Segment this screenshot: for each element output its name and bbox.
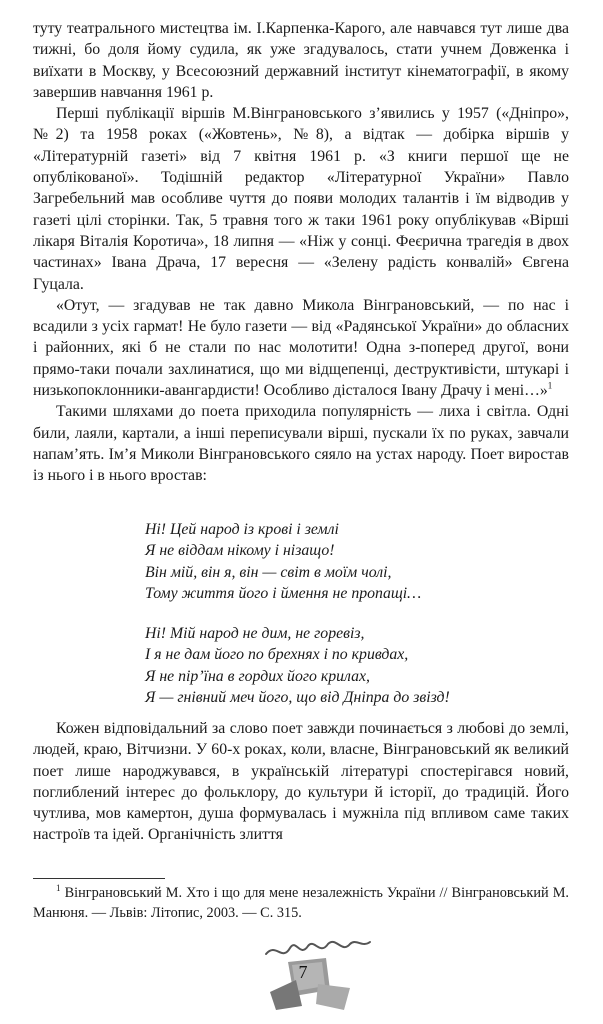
poem-line: Тому життя його і ймення не пропащі… [145, 584, 422, 602]
poem-line: Ні! Цей народ із крові і землі [145, 521, 339, 538]
poem-line: Ні! Мій народ не дим, не горевіз, [145, 625, 365, 642]
paragraph-3 [33, 295, 569, 401]
paragraph-4: Такими шляхами до поета приходила популярність — лиха і світла. Одні били, лаяли, картали, а інші переписували вірші, пускали їх по руках, завчали напам’ять. Ім’я Миколи Вінграновського сяяло на устах народу. Поет виростав із нього і в нього вростав: [33, 403, 569, 485]
poem-line: Я — гнівний меч його, що від Дніпра до звізд! [145, 688, 450, 706]
poem-line: І я не дам його по брехнях і по кривдах, [145, 646, 409, 664]
body-text [33, 18, 569, 487]
closing-paragraph: Кожен відповідальний за слово поет завжди починається з любові до землі, людей, краю, Вітчизни. У 60-х роках, коли, власне, Вінграновський як великий поет лише народжувався, в українській літературі спостерігався новий, поглиблений інтерес до фольклору, до культури й історії, до традицій. Його чутлива, мов камертон, душа формувалась і мужніла під впливом саме таких настроїв та ідей. Органічність злиття [33, 720, 569, 844]
footnote-reference: 1 [547, 380, 553, 391]
paragraph-2: Перші публікації віршів М.Вінграновського з’явились у 1957 («Дніпро», №2) та 1958 роках («Жовтень», №8), а відтак — добірка віршів у «Літературній газеті» від 7 квітня 1961 р. «З книги першої ще не опублікованої». Тодішній редактор «Літературної України» Павло Загребельний мав особливе чуття до появи молодих талантів і їм відводив у газеті цілі сторінки. Так, 5 травня того ж таки 1961 року опублікував «Вірші лікаря Віталія Коротича», 18 липня — «Ніж у сонці. Феєрична трагедія в двох частинах» Івана Драча, 17 вересня — «Зелену радість конвалій» Євгена Гуцала. [33, 105, 569, 293]
page-ornament-icon [258, 932, 378, 1012]
poem-stanza-1 [145, 519, 565, 604]
poem-line: Я не віддам нікому і нізащо! [145, 542, 335, 560]
paragraph-1: туту театрального мистецтва ім. І.Карпенка-Карого, але навчався тут лише два тижні, бо доля йому судила, як уже згадувалось, стати учнем Довженка і виїхати в Москву, у Всесоюзний державний інститут кінематографії, в якому завершив навчання 1961 р. [33, 20, 569, 101]
footnote-divider [33, 878, 165, 879]
page-number: 7 [298, 962, 308, 982]
paragraph-3-text: «Отут, — згадував не так давно Микола Вінграновський, — по нас і всадили з усіх гармат! Не було газети — від «Радянської України» до обласних і районних, які б не стали по нас молотити! Одна з-поперед другої, вони прямо-таки почали захлинатися, що ми відщепенці, деструктивісти, штукарі і низькопоклонники-авангардисти! Особливо дісталося Івану Драчу і мені…» [33, 296, 569, 400]
poem-stanza-2 [145, 623, 565, 708]
body-text-continued [33, 718, 569, 846]
poem-line: Я не пір’їна в гордих його крилах, [145, 667, 370, 685]
footnote-number: 1 [56, 883, 61, 894]
footnote [33, 884, 569, 923]
poem-line: Він мій, він я, він — світ в моїм чолі, [145, 563, 392, 581]
footnote-text: Вінграновський М. Хто і що для мене незалежність України // Вінграновський М. Манюня. — Львів: Літопис, 2003. — С. 315. [33, 885, 570, 921]
